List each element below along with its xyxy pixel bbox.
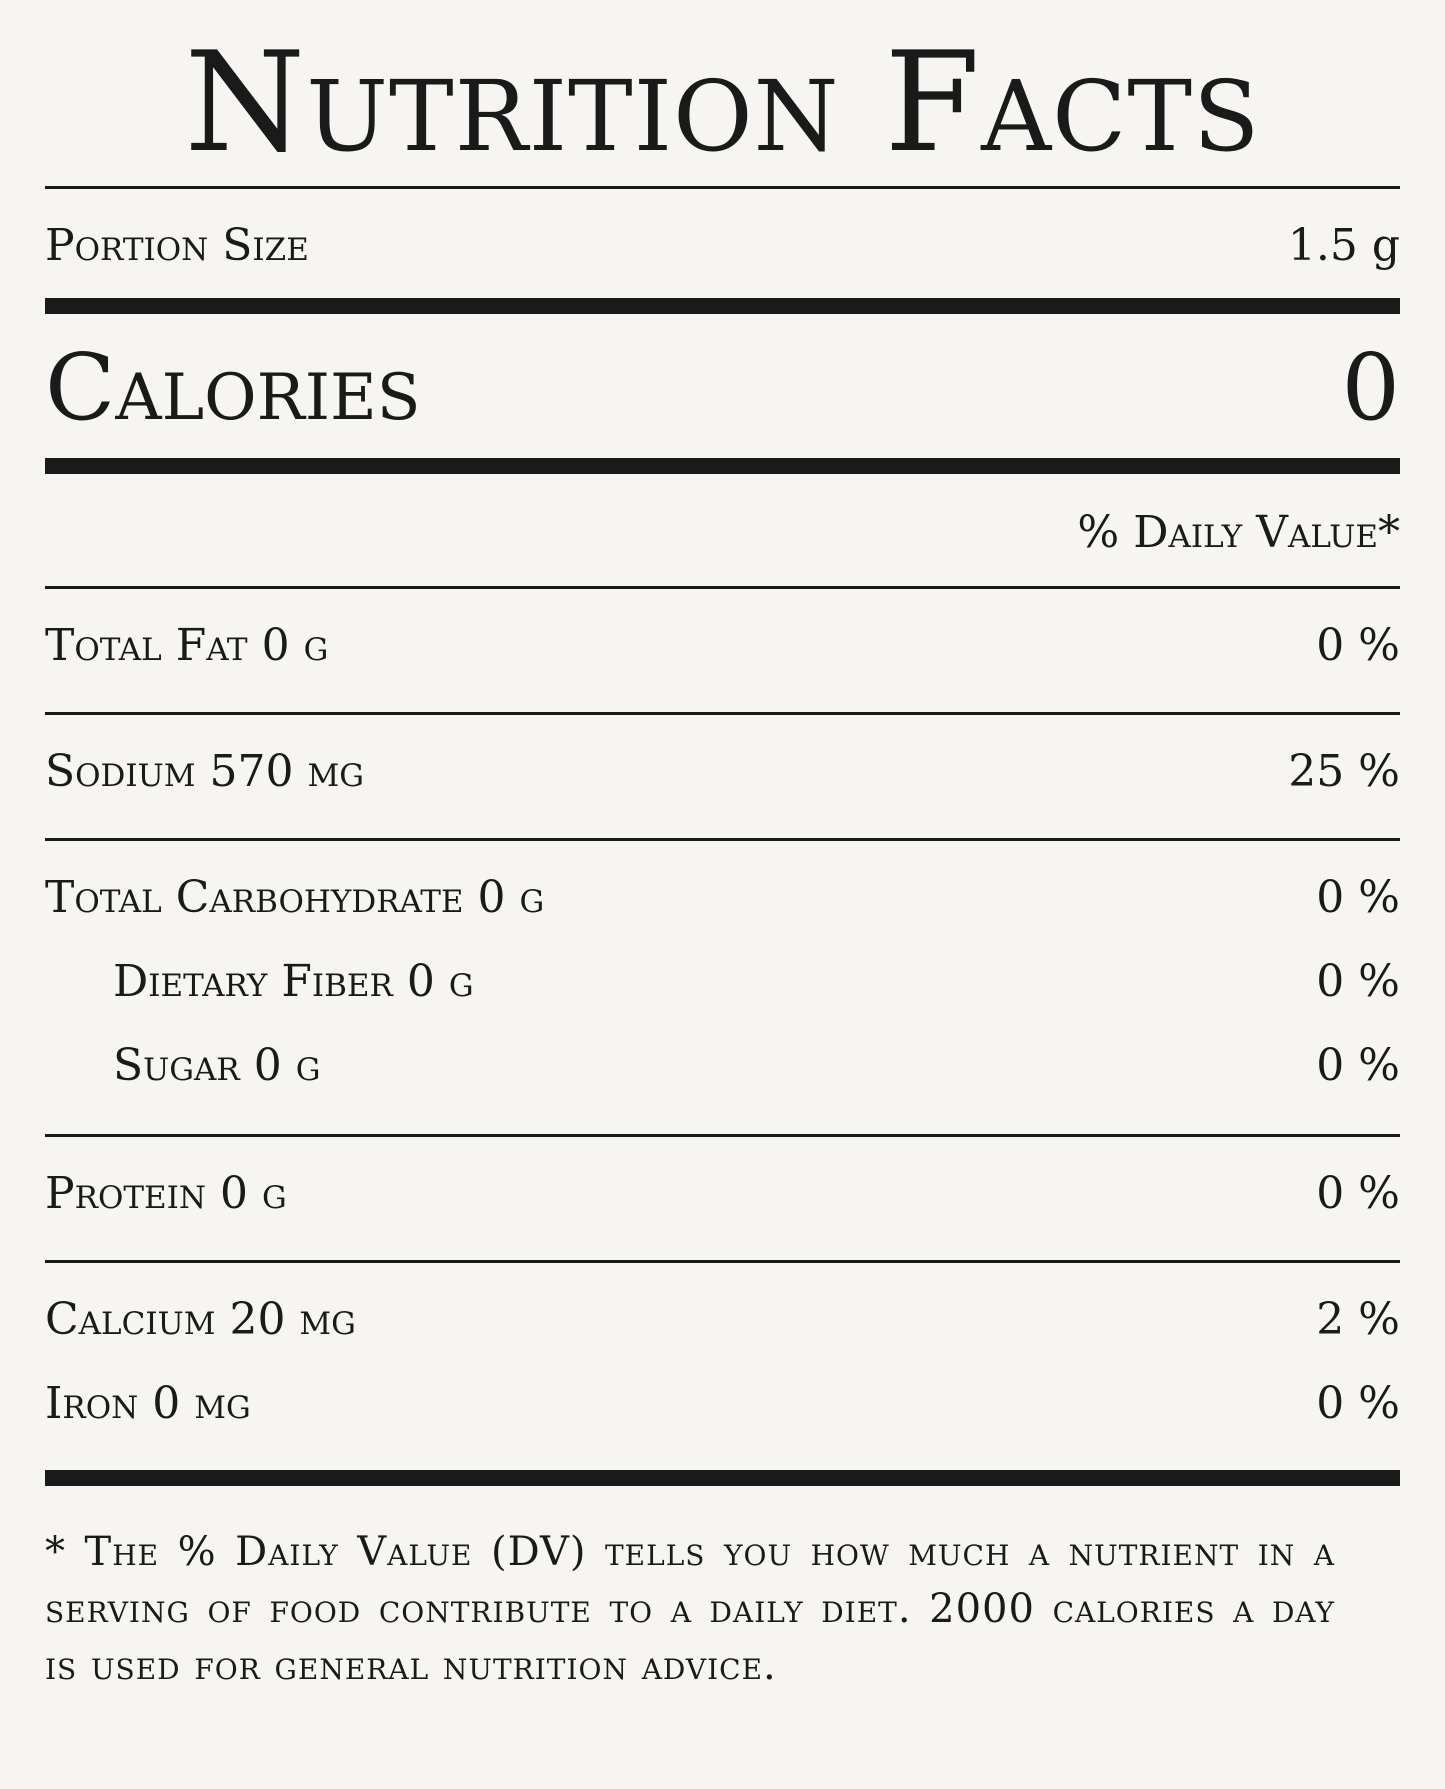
daily-value-header: % Daily Value* bbox=[1077, 507, 1400, 558]
nutrient-row-iron bbox=[45, 1376, 1400, 1432]
calories-label: Calories bbox=[45, 334, 421, 441]
nutrient-row-sodium bbox=[45, 744, 1400, 800]
nutrient-name: Iron 0 mg bbox=[45, 1378, 251, 1429]
nutrient-dv: 0 % bbox=[1316, 620, 1400, 671]
divider-thin bbox=[45, 186, 1400, 189]
divider-thin bbox=[45, 1134, 1400, 1137]
nutrient-dv: 0 % bbox=[1316, 872, 1400, 923]
nutrient-name: Dietary Fiber 0 g bbox=[113, 956, 474, 1007]
divider-thick bbox=[45, 298, 1400, 314]
nutrient-name: Sodium 570 mg bbox=[45, 746, 364, 797]
nutrient-dv: 0 % bbox=[1316, 956, 1400, 1007]
nutrient-row-sugar bbox=[45, 1038, 1400, 1094]
portion-value: 1.5 g bbox=[1287, 220, 1400, 271]
portion-label: Portion Size bbox=[45, 220, 309, 271]
nutrient-name: Total Fat 0 g bbox=[45, 620, 329, 671]
nutrient-name: Calcium 20 mg bbox=[45, 1294, 356, 1345]
nutrient-name: Total Carbohydrate 0 g bbox=[45, 872, 545, 923]
nutrition-label bbox=[45, 0, 1400, 1789]
nutrient-dv: 25 % bbox=[1288, 746, 1400, 797]
divider-thin bbox=[45, 1260, 1400, 1263]
nutrient-dv: 0 % bbox=[1316, 1040, 1400, 1091]
nutrient-dv: 2 % bbox=[1316, 1294, 1400, 1345]
divider-thin bbox=[45, 586, 1400, 589]
divider-thick bbox=[45, 1470, 1400, 1486]
calories-value: 0 bbox=[1341, 334, 1400, 441]
nutrient-dv: 0 % bbox=[1316, 1378, 1400, 1429]
portion-row bbox=[45, 218, 1400, 274]
calories-row bbox=[45, 336, 1400, 440]
nutrient-dv: 0 % bbox=[1316, 1168, 1400, 1219]
nutrient-row-protein bbox=[45, 1166, 1400, 1222]
footnote: * The % Daily Value (DV) tells you how much a nutrient in a serving of food contribute to a daily diet. 2000 calories a day is used for general nutrition advice. bbox=[45, 1529, 1335, 1689]
label-title: Nutrition Facts bbox=[184, 22, 1261, 183]
nutrient-row-calcium bbox=[45, 1292, 1400, 1348]
nutrient-row-dietary-fiber bbox=[45, 954, 1400, 1010]
divider-thin bbox=[45, 838, 1400, 841]
divider-thick bbox=[45, 458, 1400, 474]
nutrient-row-total-carbohydrate bbox=[45, 870, 1400, 926]
nutrient-name: Protein 0 g bbox=[45, 1168, 287, 1219]
nutrient-row-total-fat bbox=[45, 618, 1400, 674]
divider-thin bbox=[45, 712, 1400, 715]
nutrient-name: Sugar 0 g bbox=[113, 1040, 321, 1091]
